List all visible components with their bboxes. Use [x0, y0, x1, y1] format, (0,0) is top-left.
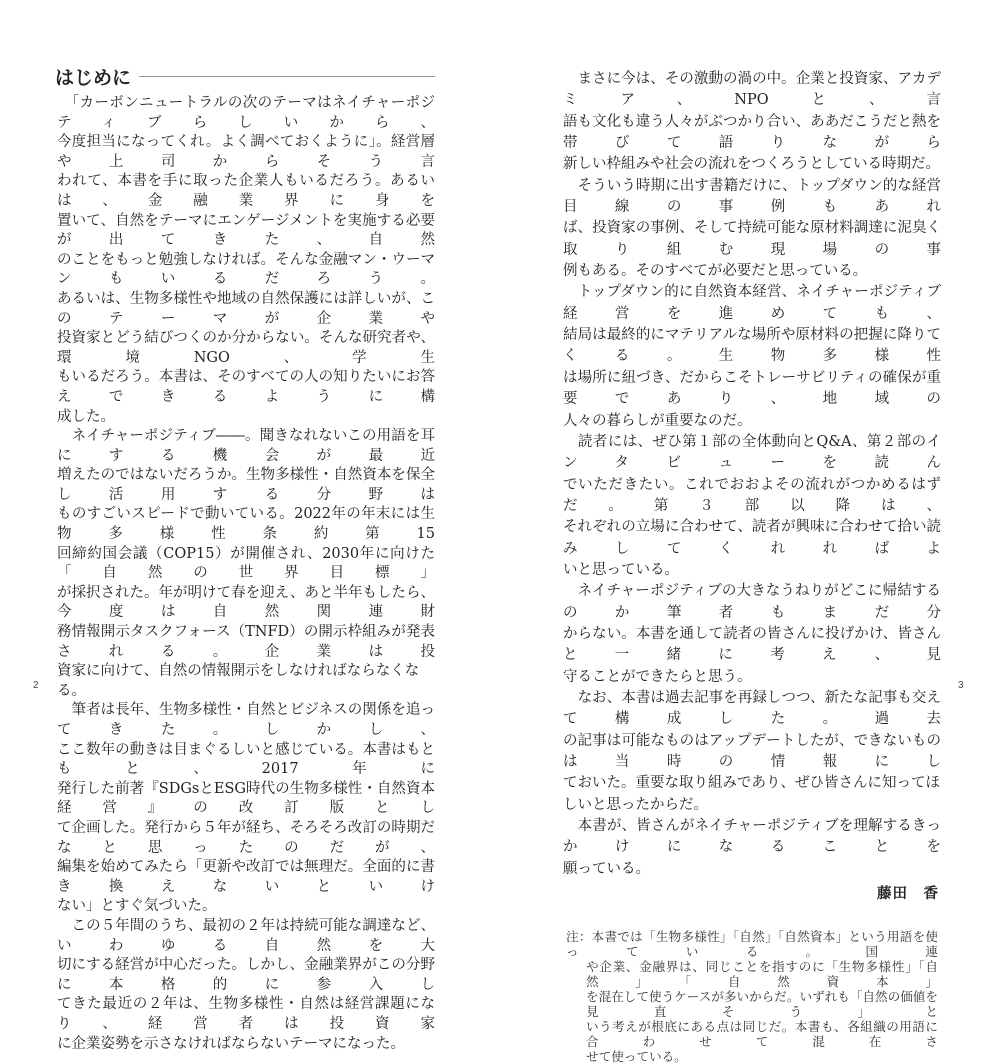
footnote-line: 注：本書では「生物多様性」「自然」「自然資本」という用語を使っている。国連: [566, 929, 938, 960]
footnote-line: を混在して使うケースが多いからだ。いずれも「自然の価値を見直そう」と: [586, 989, 938, 1020]
text-line: まさに今は、その激動の渦の中。企業と投資家、アカデミア、NPOと、言: [563, 71, 941, 109]
text-line: が採択された。年が明けて春を迎え、あと半年もしたら、今度は自然関連財: [57, 584, 435, 621]
text-line: のことをもっと勉強しなければ。そんな金融マン・ウーマンもいるだろう。: [57, 251, 435, 288]
author-signature: 藤田 香: [877, 885, 939, 903]
text-line: の記事は可能なものはアップデートしたが、できないものは当時の情報にし: [563, 732, 941, 770]
right-body-text: [563, 69, 941, 880]
text-line: は場所に紐づき、だからこそトレーサビリティの確保が重要であり、地域の: [563, 369, 941, 408]
page-number-right: 3: [958, 680, 964, 691]
text-line: 結局は最終的にマテリアルな場所や原材料の把握に降りてくる。生物多様性: [563, 327, 941, 365]
footnote-line: せて使っている。: [586, 1049, 687, 1064]
text-line: 発行した前著『SDGsとESG時代の生物多様性・自然資本経営』の改訂版とし: [57, 780, 435, 817]
section-heading: [55, 63, 435, 90]
text-line: ない」とすぐ気づいた。: [57, 898, 217, 915]
text-line: 回締約国会議（COP15）が開催され、2030年に向けた「自然の世界目標」: [57, 545, 435, 582]
text-line: からない。本書を通して読者の皆さんに投げかけ、皆さんと一緒に考え、見: [563, 625, 941, 664]
text-line: トップダウン的に自然資本経営、ネイチャーポジティブ経営を進めても、: [563, 284, 941, 322]
text-line: そういう時期に出す書籍だけに、トップダウン的な経営目線の事例もあれ: [563, 177, 941, 216]
text-line: 筆者は長年、生物多様性・自然とビジネスの関係を追ってきた。しかし、: [57, 702, 435, 738]
text-line: ものすごいスピードで動いている。2022年の年末には生物多様性条約第15: [57, 506, 435, 543]
text-line: 守ることができたらと思う。: [563, 668, 752, 685]
text-line: 切にする経営が中心だった。しかし、金融業界がこの分野に本格的に参入し: [57, 957, 435, 993]
heading-rule: [139, 76, 435, 77]
left-body-text: [57, 94, 435, 1054]
text-line: に企業姿勢を示さなければならないテーマになった。: [57, 1035, 405, 1052]
text-line: 資家に向けて、自然の情報開示をしなければならなくなる。: [57, 663, 420, 699]
text-line: 人々の暮らしが重要なのだ。: [563, 412, 752, 429]
text-line: この５年間のうち、最初の２年は持続可能な調達など、いわゆる自然を大: [57, 917, 435, 954]
text-line: 願っている。: [563, 860, 650, 877]
text-line: 投資家とどう結びつくのか分からない。そんな研究者や、環境NGO、学生: [57, 330, 435, 366]
text-line: ここ数年の動きは目まぐるしいと感じている。本書はもともと、2017年に: [57, 741, 435, 778]
text-line: ておいた。重要な取り組みであり、ぜひ皆さんに知ってほしいと思ったからだ。: [563, 775, 940, 813]
text-line: 新しい枠組みや社会の流れをつくろうとしている時期だ。: [563, 156, 940, 173]
right-page: [500, 0, 1000, 1064]
text-line: 本書が、皆さんがネイチャーポジティブを理解するきっかけになることを: [563, 818, 941, 856]
text-line: 「カーボンニュートラルの次のテーマはネイチャーポジティブらしいから、: [57, 95, 435, 131]
text-line: あるいは、生物多様性や地域の自然保護には詳しいが、このテーマが企業や: [57, 290, 435, 327]
text-line: てきた最近の２年は、生物多様性・自然は経営課題になり、経営者は投資家: [57, 996, 435, 1032]
text-line: なお、本書は過去記事を再録しつつ、新たな記事も交えて構成した。過去: [563, 689, 941, 728]
text-line: 今度担当になってくれ。よく調べておくように」。経営層や上司からそう言: [57, 134, 435, 170]
heading-title: はじめに: [55, 67, 132, 89]
text-line: もいるだろう。本書は、そのすべての人の知りたいにお答えできるように構: [57, 369, 435, 405]
right-page-column: [563, 69, 941, 1064]
left-page: [0, 0, 500, 1052]
text-line: いと思っている。: [563, 561, 679, 578]
footnote-line: や企業、金融界は、同じことを指すのに「生物多様性」「自然」「自然資本」: [586, 959, 938, 990]
footnote: [566, 929, 938, 1064]
text-line: 読者には、ぜひ第１部の全体動向とQ&A、第２部のインタビューを読ん: [563, 433, 941, 472]
text-line: 語も文化も違う人々がぶつかり合い、ああだこうだと熱を帯びて語りながら: [563, 113, 941, 152]
text-line: われて、本書を手に取った企業人もいるだろう。あるいは、金融業界に身を: [57, 173, 435, 209]
text-line: ネイチャーポジティブ――。聞きなれないこの用語を耳にする機会が最近: [57, 428, 435, 464]
text-line: 成した。: [57, 408, 115, 425]
text-line: ば、投資家の事例、そして持続可能な原材料調達に泥臭く取り組む現場の事: [563, 220, 941, 258]
text-line: 務情報開示タスクフォース（TNFD）の開示枠組みが発表される。企業は投: [57, 624, 435, 660]
footnote-line: いう考えが根底にある点は同じだ。本書も、各組織の用語に合わせて混在さ: [586, 1019, 938, 1050]
text-line: 増えたのではないだろうか。生物多様性・自然資本を保全し活用する分野は: [57, 467, 435, 503]
text-line: て企画した。発行から５年が経ち、そろそろ改訂の時期だなと思ったのだが、: [57, 819, 435, 856]
text-line: 編集を始めてみたら「更新や改訂では無理だ。全面的に書き換えないといけ: [57, 859, 435, 895]
text-line: ネイチャーポジティブの大きなうねりがどこに帰結するのか筆者もまだ分: [563, 583, 941, 621]
text-line: でいただきたい。これでおおよその流れがつかめるはずだ。第３部以降は、: [563, 476, 941, 514]
text-line: 例もある。そのすべてが必要だと思っている。: [563, 263, 868, 280]
text-line: 置いて、自然をテーマにエンゲージメントを実施する必要が出てきた、自然: [57, 212, 435, 249]
page-number-left: 2: [33, 680, 39, 691]
text-line: それぞれの立場に合わせて、読者が興味に合わせて拾い読みしてくれればよ: [563, 519, 941, 557]
